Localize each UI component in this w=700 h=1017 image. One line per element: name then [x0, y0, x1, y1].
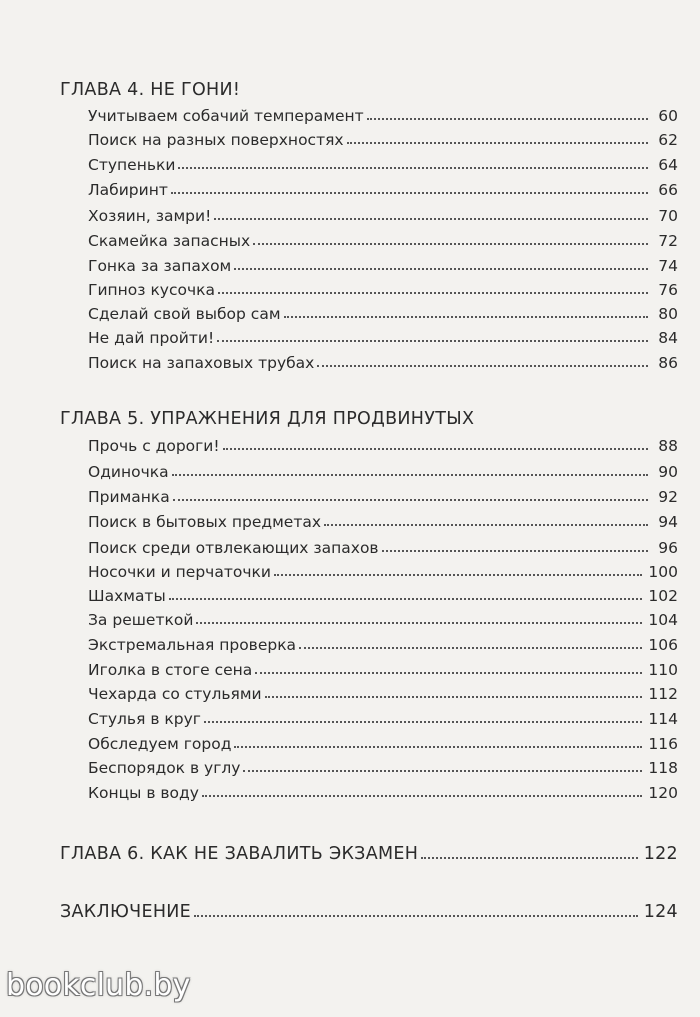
dot-leader	[214, 218, 648, 220]
toc-entry	[88, 152, 678, 174]
toc-entry-title: Стулья в круг	[88, 710, 201, 728]
toc-entry-page: 94	[658, 513, 678, 531]
toc-entry-page: 72	[658, 232, 678, 250]
toc-entry-title: Обследуем город	[88, 735, 232, 753]
toc-entry-page: 80	[658, 305, 678, 323]
chapter-4-title: ГЛАВА 4. НЕ ГОНИ!	[60, 80, 241, 100]
dot-leader	[255, 672, 642, 674]
dot-leader	[194, 915, 638, 917]
dot-leader	[382, 550, 648, 552]
toc-entry-title: Ступеньки	[88, 156, 176, 174]
toc-entry-title: Гонка за запахом	[88, 257, 232, 275]
dot-leader	[284, 316, 648, 318]
toc-entry-title: Не дай пройти!	[88, 329, 215, 347]
dot-leader	[347, 142, 648, 144]
toc-entry-title: Хозяин, замри!	[88, 207, 212, 225]
toc-entry	[88, 277, 678, 299]
toc-entry	[88, 228, 678, 250]
toc-entry	[88, 203, 678, 225]
dot-leader	[178, 167, 648, 169]
chapter-6-entry	[60, 842, 678, 864]
dot-leader	[243, 770, 642, 772]
toc-entry-page: 84	[658, 329, 678, 347]
dot-leader	[253, 243, 648, 245]
toc-entry-page: 74	[658, 257, 678, 275]
chapter-5-title: ГЛАВА 5. УПРАЖНЕНИЯ ДЛЯ ПРОДВИНУТЫХ	[60, 409, 475, 429]
toc-entry	[88, 301, 678, 323]
toc-entry-page: 62	[658, 131, 678, 149]
toc-entry-page: 70	[658, 207, 678, 225]
toc-entry-title: Гипноз кусочка	[88, 281, 216, 299]
toc-entry-title: Скамейка запасных	[88, 232, 251, 250]
toc-entry-title: Поиск в бытовых предметах	[88, 513, 322, 531]
toc-entry-title: Беспорядок в углу	[88, 759, 241, 777]
dot-leader	[274, 574, 642, 576]
toc-entry-title: Прочь с дороги!	[88, 437, 220, 455]
toc-entry-title: Поиск среди отвлекающих запахов	[88, 539, 379, 557]
toc-entry	[88, 325, 678, 347]
toc-entry-title: Одиночка	[88, 463, 169, 481]
toc-entry	[88, 607, 678, 629]
conclusion-entry	[60, 900, 678, 922]
toc-entry-page: 96	[658, 539, 678, 557]
toc-entry-title: Лабиринт	[88, 181, 168, 199]
toc-entry-page: 86	[658, 354, 678, 372]
toc-entry-title: Сделай свой выбор сам	[88, 305, 281, 323]
toc-entry-title: Поиск на запаховых трубах	[88, 354, 315, 372]
toc-entry	[88, 103, 678, 125]
watermark: bookclub.by	[6, 968, 191, 1003]
toc-entry-page: 114	[648, 710, 678, 728]
dot-leader	[218, 292, 648, 294]
dot-leader	[317, 365, 648, 367]
toc-entry-page: 120	[648, 784, 678, 802]
toc-entry-title: Экстремальная проверка	[88, 636, 297, 654]
toc-entry-page: 106	[648, 636, 678, 654]
dot-leader	[171, 192, 648, 194]
toc-entry	[88, 559, 678, 581]
toc-entry-title: За решеткой	[88, 611, 194, 629]
dot-leader	[202, 795, 642, 797]
toc-entry-title: Учитываем собачий темперамент	[88, 107, 364, 125]
toc-entry-page: 104	[648, 611, 678, 629]
chapter-6-title: ГЛАВА 6. КАК НЕ ЗАВАЛИТЬ ЭКЗАМЕН	[60, 844, 419, 864]
conclusion-page: 124	[643, 902, 678, 922]
toc-entry-page: 64	[658, 156, 678, 174]
toc-entry	[88, 657, 678, 679]
toc-entry-page: 90	[658, 463, 678, 481]
toc-entry-title: Приманка	[88, 488, 170, 506]
toc-entry	[88, 535, 678, 557]
dot-leader	[324, 524, 648, 526]
dot-leader	[172, 474, 648, 476]
toc-entry-title: Шахматы	[88, 587, 166, 605]
toc-entry	[88, 780, 678, 802]
dot-leader	[223, 448, 648, 450]
toc-entry	[88, 755, 678, 777]
toc-entry	[88, 459, 678, 481]
dot-leader	[299, 647, 642, 649]
toc-entry-page: 118	[648, 759, 678, 777]
toc-entry	[88, 350, 678, 372]
conclusion-title: ЗАКЛЮЧЕНИЕ	[60, 902, 192, 922]
toc-entry	[88, 433, 678, 455]
dot-leader	[367, 118, 648, 120]
dot-leader	[173, 499, 648, 501]
dot-leader	[234, 746, 642, 748]
toc-entry	[88, 731, 678, 753]
dot-leader	[196, 622, 642, 624]
toc-entry	[88, 127, 678, 149]
dot-leader	[265, 696, 643, 698]
toc-entry-page: 60	[658, 107, 678, 125]
toc-entry-title: Иголка в стоге сена	[88, 661, 253, 679]
toc-entry-page: 102	[648, 587, 678, 605]
toc-entry	[88, 484, 678, 506]
toc-entry	[88, 706, 678, 728]
toc-entry	[88, 509, 678, 531]
toc-entry-page: 88	[658, 437, 678, 455]
toc-entry-page: 112	[648, 685, 678, 703]
dot-leader	[217, 340, 648, 342]
toc-entry	[88, 177, 678, 199]
toc-entry-page: 92	[658, 488, 678, 506]
toc-entry	[88, 681, 678, 703]
toc-entry	[88, 583, 678, 605]
dot-leader	[234, 268, 648, 270]
toc-entry-page: 116	[648, 735, 678, 753]
toc-entry	[88, 253, 678, 275]
toc-entry-title: Носочки и перчаточки	[88, 563, 271, 581]
toc-entry	[88, 632, 678, 654]
toc-entry-title: Поиск на разных поверхностях	[88, 131, 344, 149]
toc-entry-page: 100	[648, 563, 678, 581]
dot-leader	[204, 721, 643, 723]
dot-leader	[169, 598, 643, 600]
chapter-6-page: 122	[643, 844, 678, 864]
dot-leader	[421, 857, 637, 859]
toc-entry-page: 66	[658, 181, 678, 199]
toc-entry-page: 76	[658, 281, 678, 299]
toc-entry-title: Концы в воду	[88, 784, 199, 802]
toc-entry-page: 110	[648, 661, 678, 679]
toc-entry-title: Чехарда со стульями	[88, 685, 262, 703]
